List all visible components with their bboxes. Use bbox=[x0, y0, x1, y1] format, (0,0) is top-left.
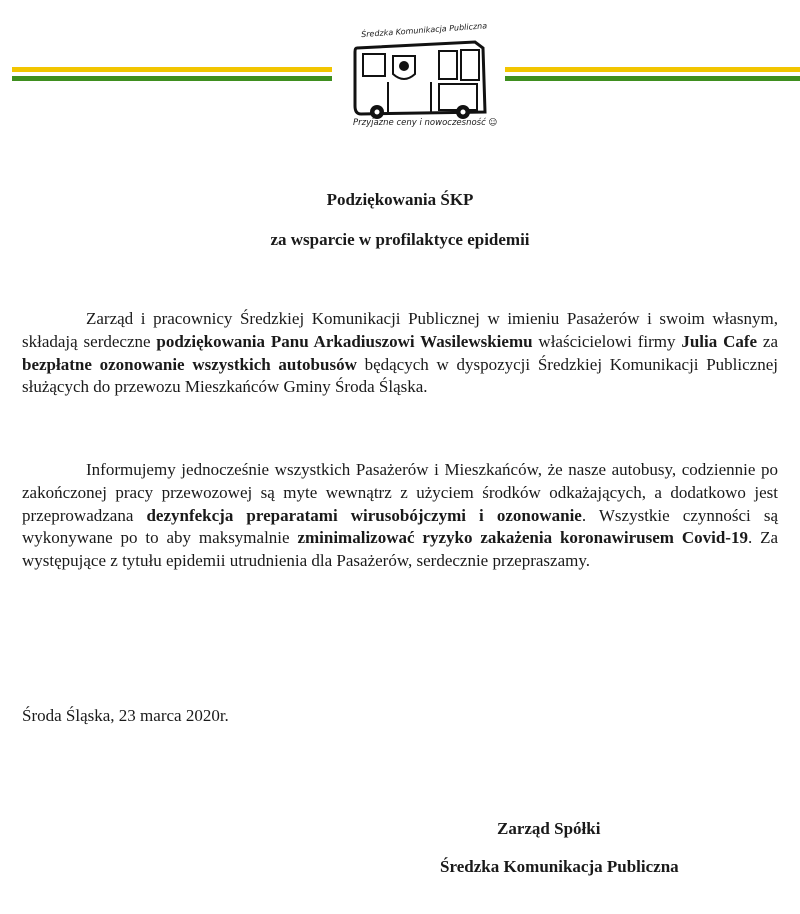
bold-run: bezpłatne ozonowanie wszystkich autobusów bbox=[22, 354, 357, 374]
text-run: właścicielowi firmy bbox=[532, 331, 682, 351]
signature-line-1: Zarząd Spółki bbox=[497, 819, 601, 838]
logo-tagline: Przyjazne ceny i nowoczesność ☺ bbox=[353, 118, 498, 128]
text-run: będących w dyspozycji Średzkiej Komunikacji Publicznej służących do przewozu Mieszkańców Gminy Środa Śląska. bbox=[22, 354, 778, 397]
paragraph-information bbox=[22, 459, 778, 573]
signature-line-2: Średzka Komunikacja Publiczna bbox=[440, 857, 679, 876]
bold-run: Julia Cafe bbox=[681, 331, 758, 351]
decor-stripe-yellow-left bbox=[12, 67, 332, 72]
paragraph-thanks bbox=[22, 308, 778, 399]
text-run: . Wszystkie czynności są wykonywane po to aby maksymalnie bbox=[22, 505, 778, 548]
document-title: Podziękowania ŚKP bbox=[326, 190, 474, 209]
text-run: Informujemy jednocześnie wszystkich Pasażerów i Mieszkańców, że nasze autobusy, codziennie po zakończonej pracy przewozowej są myte wewnątrz z użyciem środków odkażających, a dodatkowo jest przeprowadzana bbox=[22, 460, 778, 525]
bold-run: dezynfekcja preparatami wirusobójczymi i ozonowanie bbox=[146, 505, 582, 525]
date-line: Środa Śląska, 23 marca 2020r. bbox=[22, 706, 229, 725]
text-run: Zarząd i pracownicy Średzkiej Komunikacji Publicznej w imieniu Pasażerów i swoim własnym, składają serdeczne bbox=[22, 309, 778, 351]
company-logo bbox=[343, 21, 498, 138]
bold-run: podziękowania Panu Arkadiuszowi Wasilewskiemu bbox=[156, 331, 533, 351]
decor-stripe-green-right bbox=[505, 76, 800, 81]
logo-arc-text: Średzka Komunikacja Publiczna bbox=[360, 21, 488, 40]
bold-run: zminimalizować ryzyko zakażenia koronawirusem Covid-19 bbox=[297, 528, 748, 548]
document-subtitle: za wsparcie w profilaktyce epidemii bbox=[270, 230, 530, 249]
text-run: za bbox=[757, 331, 779, 351]
decor-stripe-green-left bbox=[12, 76, 332, 81]
text-run: . Za występujące z tytułu epidemii utrudnienia dla Pasażerów, serdecznie przepraszamy. bbox=[22, 528, 779, 571]
decor-stripe-yellow-right bbox=[505, 67, 800, 72]
